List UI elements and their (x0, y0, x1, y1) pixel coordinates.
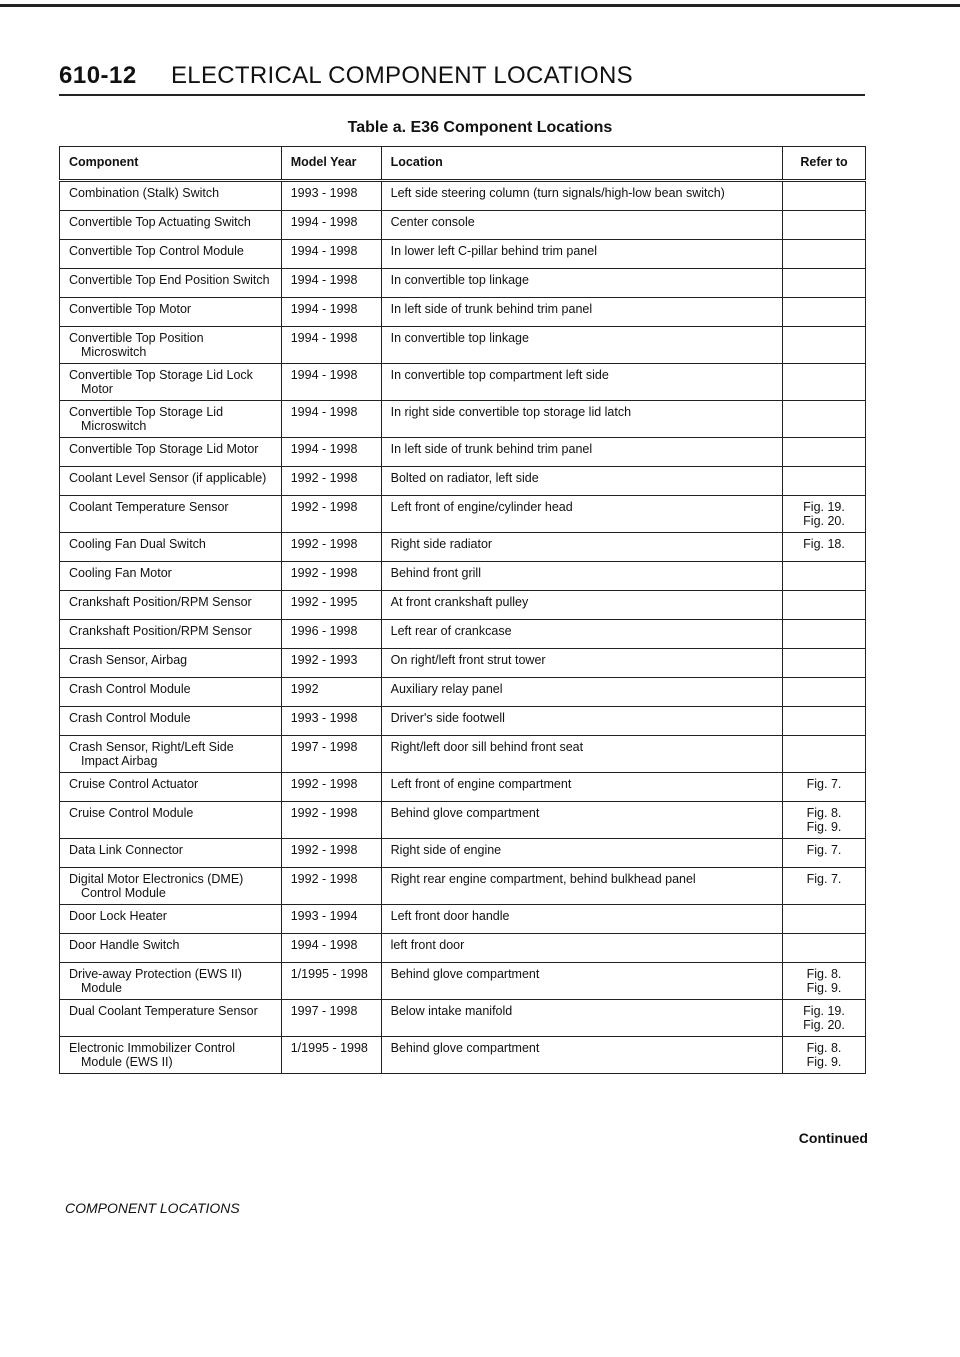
component-name: Cruise Control Actuator (69, 777, 199, 791)
cell-model-year: 1994 - 1998 (281, 438, 381, 467)
cell-component (60, 773, 282, 802)
table-row (60, 496, 866, 533)
cell-component (60, 620, 282, 649)
component-name: Crash Control Module (69, 711, 191, 725)
table-row (60, 327, 866, 364)
cell-location: In left side of trunk behind trim panel (381, 298, 782, 327)
cell-component (60, 707, 282, 736)
cell-component (60, 562, 282, 591)
cell-location: Auxiliary relay panel (381, 678, 782, 707)
table-row (60, 562, 866, 591)
cell-refer-to (783, 649, 866, 678)
component-name: Crankshaft Position/RPM Sensor (69, 595, 252, 609)
cell-model-year: 1994 - 1998 (281, 211, 381, 240)
table-row (60, 736, 866, 773)
cell-location: Behind glove compartment (381, 1037, 782, 1074)
cell-location: At front crankshaft pulley (381, 591, 782, 620)
table-row (60, 467, 866, 496)
table-row (60, 905, 866, 934)
cell-refer-to (783, 736, 866, 773)
component-name: Coolant Temperature Sensor (69, 500, 229, 514)
column-header-model-year: Model Year (281, 147, 381, 181)
table-row (60, 620, 866, 649)
component-name: Door Lock Heater (69, 909, 167, 923)
component-name: Convertible Top Control Module (69, 244, 244, 258)
cell-model-year: 1994 - 1998 (281, 327, 381, 364)
page-number: 610-12 (59, 62, 137, 89)
cell-model-year: 1992 - 1998 (281, 533, 381, 562)
cell-model-year: 1993 - 1998 (281, 181, 381, 211)
footer-section-name: COMPONENT LOCATIONS (65, 1200, 240, 1216)
cell-location: Left rear of crankcase (381, 620, 782, 649)
cell-model-year: 1992 - 1998 (281, 467, 381, 496)
cell-model-year: 1992 - 1993 (281, 649, 381, 678)
cell-model-year: 1994 - 1998 (281, 934, 381, 963)
column-header-location: Location (381, 147, 782, 181)
cell-refer-to (783, 533, 866, 562)
cell-model-year: 1993 - 1998 (281, 707, 381, 736)
component-name: Convertible Top Storage Lid Motor (69, 442, 259, 456)
cell-component (60, 802, 282, 839)
cell-location: In convertible top compartment left side (381, 364, 782, 401)
cell-component (60, 591, 282, 620)
component-name: Data Link Connector (69, 843, 183, 857)
component-name: Cruise Control Module (69, 806, 194, 820)
cell-model-year: 1994 - 1998 (281, 269, 381, 298)
cell-component (60, 327, 282, 364)
cell-location: left front door (381, 934, 782, 963)
figure-reference: Fig. 20. (803, 514, 845, 528)
cell-component (60, 533, 282, 562)
cell-component (60, 364, 282, 401)
cell-model-year: 1994 - 1998 (281, 364, 381, 401)
header-rule (59, 94, 865, 96)
cell-component (60, 1000, 282, 1037)
cell-model-year: 1992 - 1998 (281, 562, 381, 591)
cell-model-year: 1/1995 - 1998 (281, 963, 381, 1000)
table-row (60, 868, 866, 905)
cell-model-year: 1997 - 1998 (281, 736, 381, 773)
component-name: Convertible Top Position (69, 331, 204, 345)
component-name: Electronic Immobilizer Control (69, 1041, 236, 1055)
cell-component (60, 678, 282, 707)
figure-reference: Fig. 7. (806, 777, 842, 791)
cell-refer-to (783, 934, 866, 963)
cell-model-year: 1992 - 1998 (281, 868, 381, 905)
component-name: Crash Control Module (69, 682, 191, 696)
cell-location: Left front of engine/cylinder head (381, 496, 782, 533)
cell-refer-to (783, 211, 866, 240)
cell-component (60, 905, 282, 934)
cell-model-year: 1992 - 1998 (281, 839, 381, 868)
cell-location: Right rear engine compartment, behind bulkhead panel (381, 868, 782, 905)
cell-refer-to (783, 620, 866, 649)
cell-refer-to (783, 773, 866, 802)
cell-component (60, 868, 282, 905)
figure-reference: Fig. 8. (806, 806, 842, 820)
cell-refer-to (783, 1000, 866, 1037)
cell-component (60, 240, 282, 269)
cell-refer-to (783, 802, 866, 839)
cell-location: Center console (381, 211, 782, 240)
table-row (60, 649, 866, 678)
cell-refer-to (783, 839, 866, 868)
figure-reference: Fig. 19. (803, 500, 845, 514)
continued-label: Continued (798, 1130, 868, 1146)
cell-model-year: 1992 - 1995 (281, 591, 381, 620)
figure-reference: Fig. 8. (806, 967, 842, 981)
figure-reference: Fig. 20. (803, 1018, 845, 1032)
figure-reference: Fig. 8. (806, 1041, 842, 1055)
cell-refer-to (783, 905, 866, 934)
table-row (60, 934, 866, 963)
table-row (60, 802, 866, 839)
component-name: Convertible Top End Position Switch (69, 273, 270, 287)
cell-refer-to (783, 678, 866, 707)
component-name: Coolant Level Sensor (if applicable) (69, 471, 267, 485)
column-header-refer-to: Refer to (783, 147, 866, 181)
cell-component (60, 181, 282, 211)
section-title: ELECTRICAL COMPONENT LOCATIONS (171, 62, 633, 89)
cell-refer-to (783, 467, 866, 496)
table-row (60, 533, 866, 562)
table-row (60, 240, 866, 269)
cell-model-year: 1992 - 1998 (281, 773, 381, 802)
cell-component (60, 934, 282, 963)
cell-component (60, 438, 282, 467)
table-row (60, 1037, 866, 1074)
cell-refer-to (783, 707, 866, 736)
cell-component (60, 211, 282, 240)
cell-model-year: 1994 - 1998 (281, 240, 381, 269)
table-row (60, 401, 866, 438)
cell-refer-to (783, 240, 866, 269)
cell-location: Behind front grill (381, 562, 782, 591)
cell-model-year: 1/1995 - 1998 (281, 1037, 381, 1074)
cell-location: In left side of trunk behind trim panel (381, 438, 782, 467)
top-rule (0, 4, 960, 7)
table-body (60, 181, 866, 1074)
component-name-continued: Motor (81, 382, 113, 396)
table-row (60, 963, 866, 1000)
cell-location: Left front door handle (381, 905, 782, 934)
component-name: Convertible Top Storage Lid Lock (69, 368, 253, 382)
cell-location: Behind glove compartment (381, 802, 782, 839)
table-row (60, 211, 866, 240)
figure-reference: Fig. 7. (806, 872, 842, 886)
table-row (60, 1000, 866, 1037)
cell-model-year: 1992 - 1998 (281, 496, 381, 533)
cell-location: Right side of engine (381, 839, 782, 868)
component-name-continued: Module (81, 981, 122, 995)
cell-model-year: 1993 - 1994 (281, 905, 381, 934)
cell-component (60, 269, 282, 298)
component-name: Crash Sensor, Right/Left Side (69, 740, 234, 754)
figure-reference: Fig. 7. (806, 843, 842, 857)
cell-location: Right side radiator (381, 533, 782, 562)
cell-model-year: 1992 (281, 678, 381, 707)
component-name: Drive-away Protection (EWS II) (69, 967, 242, 981)
cell-component (60, 649, 282, 678)
cell-location: Driver's side footwell (381, 707, 782, 736)
table-row (60, 364, 866, 401)
component-name-continued: Impact Airbag (81, 754, 158, 768)
cell-component (60, 496, 282, 533)
component-name-continued: Control Module (81, 886, 166, 900)
figure-reference: Fig. 9. (806, 981, 842, 995)
table-row (60, 181, 866, 211)
component-name: Cooling Fan Dual Switch (69, 537, 206, 551)
component-name: Convertible Top Actuating Switch (69, 215, 251, 229)
cell-model-year: 1997 - 1998 (281, 1000, 381, 1037)
cell-refer-to (783, 298, 866, 327)
cell-model-year: 1992 - 1998 (281, 802, 381, 839)
cell-model-year: 1994 - 1998 (281, 298, 381, 327)
cell-location: In convertible top linkage (381, 327, 782, 364)
table-row (60, 591, 866, 620)
cell-model-year: 1996 - 1998 (281, 620, 381, 649)
cell-refer-to (783, 562, 866, 591)
cell-refer-to (783, 868, 866, 905)
table-row (60, 678, 866, 707)
component-name: Dual Coolant Temperature Sensor (69, 1004, 258, 1018)
cell-component (60, 401, 282, 438)
component-name-continued: Module (EWS II) (81, 1055, 173, 1069)
table-row (60, 839, 866, 868)
table-row (60, 773, 866, 802)
column-header-component: Component (60, 147, 282, 181)
figure-reference: Fig. 19. (803, 1004, 845, 1018)
cell-location: On right/left front strut tower (381, 649, 782, 678)
cell-component (60, 467, 282, 496)
table-header-row (60, 147, 866, 181)
cell-refer-to (783, 496, 866, 533)
table-row (60, 438, 866, 467)
cell-component (60, 963, 282, 1000)
figure-reference: Fig. 18. (803, 537, 845, 551)
figure-reference: Fig. 9. (806, 820, 842, 834)
cell-refer-to (783, 401, 866, 438)
cell-refer-to (783, 591, 866, 620)
cell-component (60, 1037, 282, 1074)
cell-component (60, 298, 282, 327)
component-name: Door Handle Switch (69, 938, 180, 952)
figure-reference: Fig. 9. (806, 1055, 842, 1069)
component-name: Convertible Top Storage Lid (69, 405, 224, 419)
cell-refer-to (783, 181, 866, 211)
cell-model-year: 1994 - 1998 (281, 401, 381, 438)
component-locations-table (59, 146, 866, 1074)
component-name-continued: Microswitch (81, 419, 147, 433)
cell-location: Bolted on radiator, left side (381, 467, 782, 496)
cell-location: Left front of engine compartment (381, 773, 782, 802)
component-name: Cooling Fan Motor (69, 566, 172, 580)
component-name: Combination (Stalk) Switch (69, 186, 220, 200)
cell-refer-to (783, 963, 866, 1000)
table-row (60, 298, 866, 327)
component-name: Crash Sensor, Airbag (69, 653, 188, 667)
cell-location: Left side steering column (turn signals/high-low bean switch) (381, 181, 782, 211)
cell-refer-to (783, 364, 866, 401)
cell-location: In lower left C-pillar behind trim panel (381, 240, 782, 269)
table-title: Table a. E36 Component Locations (347, 119, 613, 136)
cell-component (60, 839, 282, 868)
table-row (60, 269, 866, 298)
cell-location: In convertible top linkage (381, 269, 782, 298)
cell-refer-to (783, 327, 866, 364)
cell-location: In right side convertible top storage lid latch (381, 401, 782, 438)
cell-component (60, 736, 282, 773)
cell-refer-to (783, 438, 866, 467)
cell-refer-to (783, 269, 866, 298)
component-name: Convertible Top Motor (69, 302, 192, 316)
cell-location: Below intake manifold (381, 1000, 782, 1037)
cell-refer-to (783, 1037, 866, 1074)
component-name: Crankshaft Position/RPM Sensor (69, 624, 252, 638)
cell-location: Behind glove compartment (381, 963, 782, 1000)
table-row (60, 707, 866, 736)
component-name-continued: Microswitch (81, 345, 147, 359)
cell-location: Right/left door sill behind front seat (381, 736, 782, 773)
component-name: Digital Motor Electronics (DME) (69, 872, 244, 886)
